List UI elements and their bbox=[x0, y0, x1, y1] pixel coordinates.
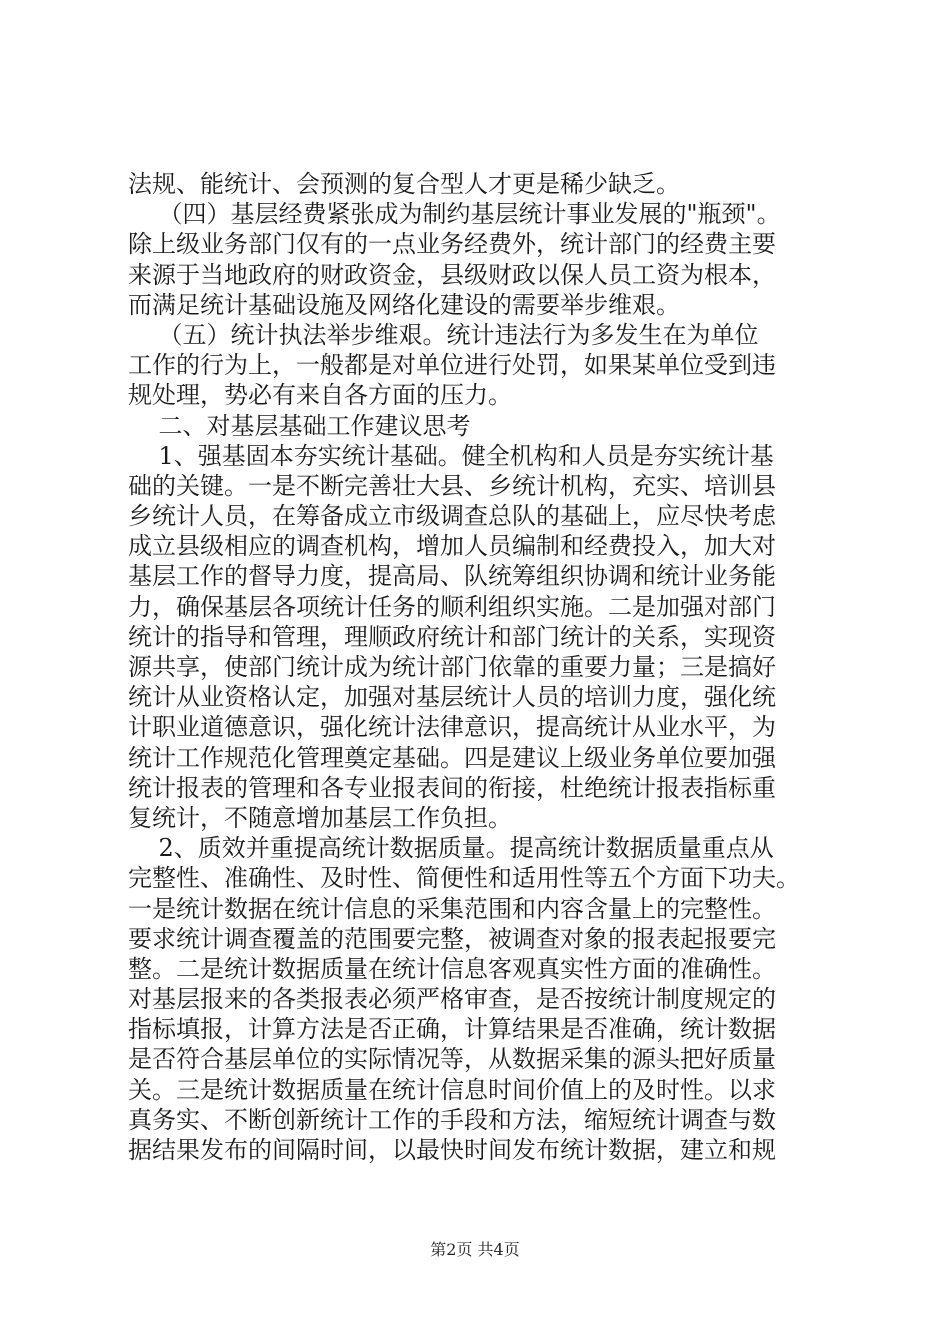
text-line: 1、强基固本夯实统计基础。健全机构和人员是夯实统计基 bbox=[128, 441, 774, 470]
text-line: 成立县级相应的调查机构，增加人员编制和经费投入，加大对 bbox=[128, 532, 776, 561]
text-line: 统计工作规范化管理奠定基础。四是建议上级业务单位要加强 bbox=[128, 743, 776, 772]
text-line: 是否符合基层单位的实际情况等，从数据采集的源头把好质量 bbox=[128, 1045, 776, 1074]
text-line: 础的关键。一是不断完善壮大县、乡统计机构，充实、培训县 bbox=[128, 471, 776, 500]
text-line: 规处理，势必有来自各方面的压力。 bbox=[128, 381, 512, 410]
text-line: 对基层报来的各类报表必须严格审查，是否按统计制度规定的 bbox=[128, 985, 776, 1014]
text-line: 据结果发布的间隔时间，以最快时间发布统计数据，建立和规 bbox=[128, 1136, 776, 1164]
text-line: 力，确保基层各项统计任务的顺利组织实施。二是加强对部门 bbox=[128, 592, 776, 621]
text-line: 要求统计调查覆盖的范围要完整，被调查对象的报表起报要完 bbox=[128, 924, 776, 953]
text-line: 复统计，不随意增加基层工作负担。 bbox=[128, 803, 512, 832]
text-line: 乡统计人员，在筹备成立市级调查总队的基础上，应尽快考虑 bbox=[128, 502, 776, 531]
text-line: 统计报表的管理和各专业报表间的衔接，杜绝统计报表指标重 bbox=[128, 773, 776, 802]
text-line: 关。三是统计数据质量在统计信息时间价值上的及时性。以求 bbox=[128, 1075, 776, 1104]
text-line: 二、对基层基础工作建议思考 bbox=[128, 411, 471, 440]
text-line: 源共享，使部门统计成为统计部门依靠的重要力量；三是搞好 bbox=[128, 653, 776, 681]
text-line: 计职业道德意识，强化统计法律意识，提高统计从业水平，为 bbox=[128, 713, 776, 742]
text-line: 统计从业资格认定，加强对基层统计人员的培训力度，强化统 bbox=[128, 683, 776, 712]
text-line: 统计的指导和管理，理顺政府统计和部门统计的关系，实现资 bbox=[128, 622, 776, 651]
text-line: 完整性、准确性、及时性、简便性和适用性等五个方面下功夫。 bbox=[128, 864, 800, 893]
text-line: （五）统计执法举步维艰。统计违法行为多发生在为单位 bbox=[128, 320, 759, 349]
text-line: 除上级业务部门仅有的一点业务经费外，统计部门的经费主要 bbox=[128, 230, 776, 259]
text-line: 基层工作的督导力度，提高局、队统筹组织协调和统计业务能 bbox=[128, 562, 776, 591]
text-line: 来源于当地政府的财政资金，县级财政以保人员工资为根本， bbox=[128, 260, 776, 289]
text-line: 而满足统计基础设施及网络化建设的需要举步维艰。 bbox=[128, 290, 680, 319]
document-body bbox=[128, 169, 838, 1165]
text-line: （四）基层经费紧张成为制约基层统计事业发展的"瓶颈"。 bbox=[128, 200, 781, 229]
text-line: 一是统计数据在统计信息的采集范围和内容含量上的完整性。 bbox=[128, 894, 776, 923]
text-line: 指标填报，计算方法是否正确，计算结果是否准确，统计数据 bbox=[128, 1015, 776, 1044]
text-line: 2、质效并重提高统计数据质量。提高统计数据质量重点从 bbox=[128, 834, 774, 863]
text-line: 法规、能统计、会预测的复合型人才更是稀少缺乏。 bbox=[128, 170, 680, 198]
text-line: 整。二是统计数据质量在统计信息客观真实性方面的准确性。 bbox=[128, 954, 776, 983]
text-line: 真务实、不断创新统计工作的手段和方法，缩短统计调查与数 bbox=[128, 1105, 776, 1134]
text-line: 工作的行为上，一般都是对单位进行处罚，如果某单位受到违 bbox=[128, 351, 776, 380]
page-footer: 第2页 共4页 bbox=[430, 1240, 520, 1259]
